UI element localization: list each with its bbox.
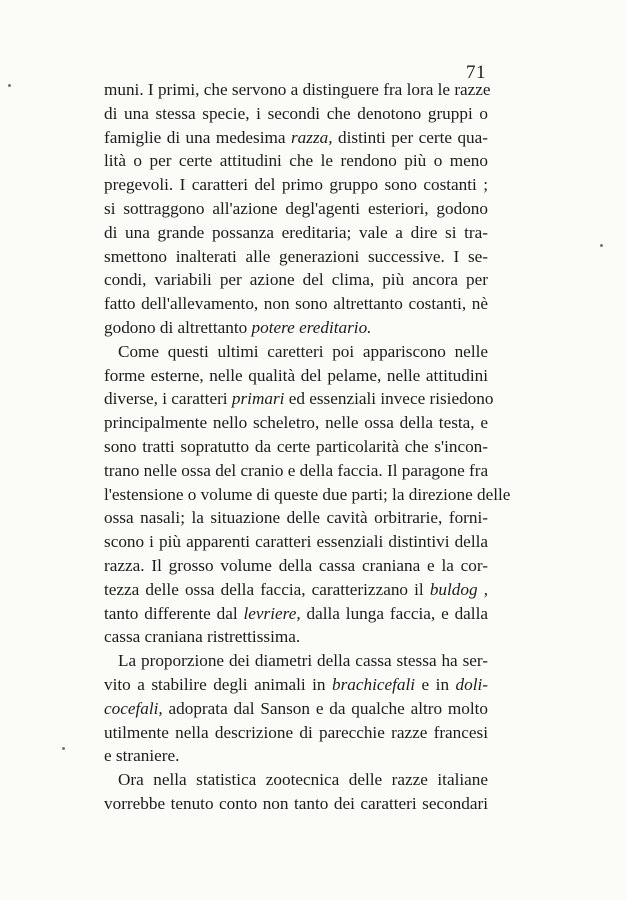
text-line: sono tratti sopratutto da certe particolarità che s'incon- xyxy=(104,436,488,456)
paper-speck xyxy=(8,84,11,87)
text-line: fatto dell'allevamento, non sono altrettanto costanti, nè xyxy=(104,294,488,314)
text-line: di una stessa specie, i secondi che denotono gruppi o xyxy=(104,103,488,123)
text-line: godono di altrettanto potere ereditario. xyxy=(104,317,372,337)
text-line: vorrebbe tenuto conto non tanto dei caratteri secondari xyxy=(104,793,488,813)
text-line: e straniere. xyxy=(104,746,180,766)
text-line: utilmente nella descrizione di parecchie razze francesi xyxy=(104,722,488,742)
text-line: lità o per certe attitudini che le rendono più o meno xyxy=(104,151,488,171)
text-line: razza. Il grosso volume della cassa craniana e la cor- xyxy=(104,555,488,575)
text-line: Ora nella statistica zootecnica delle razze italiane xyxy=(118,770,488,790)
text-line: tezza delle ossa della faccia, caratterizzano il buldog , xyxy=(104,579,489,599)
text-line: scono i più apparenti caratteri essenziali distintivi della xyxy=(104,532,488,552)
paper-speck xyxy=(62,747,65,750)
text-line: cocefali, adoprata dal Sanson e da qualche altro molto xyxy=(104,698,488,718)
text-line: Come questi ultimi caretteri poi appariscono nelle xyxy=(118,341,488,361)
paper-speck xyxy=(600,244,603,247)
text-line: tanto differente dal levriere, dalla lunga faccia, e dalla xyxy=(104,603,488,623)
page-number: 71 xyxy=(466,62,486,83)
text-line: cassa craniana ristrettissima. xyxy=(104,627,301,647)
text-line: vito a stabilire degli animali in brachicefali e in doli- xyxy=(104,674,488,694)
text-line: si sottraggono all'azione degl'agenti esteriori, godono xyxy=(104,198,488,218)
text-line: muni. I primi, che servono a distinguere fra lora le razze xyxy=(104,80,491,99)
text-line: pregevoli. I caratteri del primo gruppo sono costanti ; xyxy=(104,175,488,195)
text-line: condi, variabili per azione del clima, più ancora per xyxy=(104,270,488,290)
text-line: diverse, i caratteri primari ed essenziali invece risiedono xyxy=(104,389,494,409)
text-line: di una grande possanza ereditaria; vale a dire si tra- xyxy=(104,222,488,242)
text-line: ossa nasali; la situazione delle cavità orbitrarie, forni- xyxy=(104,508,488,528)
text-line: trano nelle ossa del cranio e della faccia. Il paragone fra xyxy=(104,460,489,480)
text-line: smettono inalterati alle generazioni successive. I se- xyxy=(104,246,488,266)
text-line: l'estensione o volume di queste due parti; la direzione delle xyxy=(104,484,511,504)
body-text xyxy=(104,78,511,816)
text-line: principalmente nello scheletro, nelle ossa della testa, e xyxy=(104,413,488,433)
text-line: famiglie di una medesima razza, distinti per certe qua- xyxy=(104,127,489,147)
text-line: forme esterne, nelle qualità del pelame, nelle attitudini xyxy=(104,365,488,385)
text-line: La proporzione dei diametri della cassa stessa ha ser- xyxy=(118,651,488,671)
